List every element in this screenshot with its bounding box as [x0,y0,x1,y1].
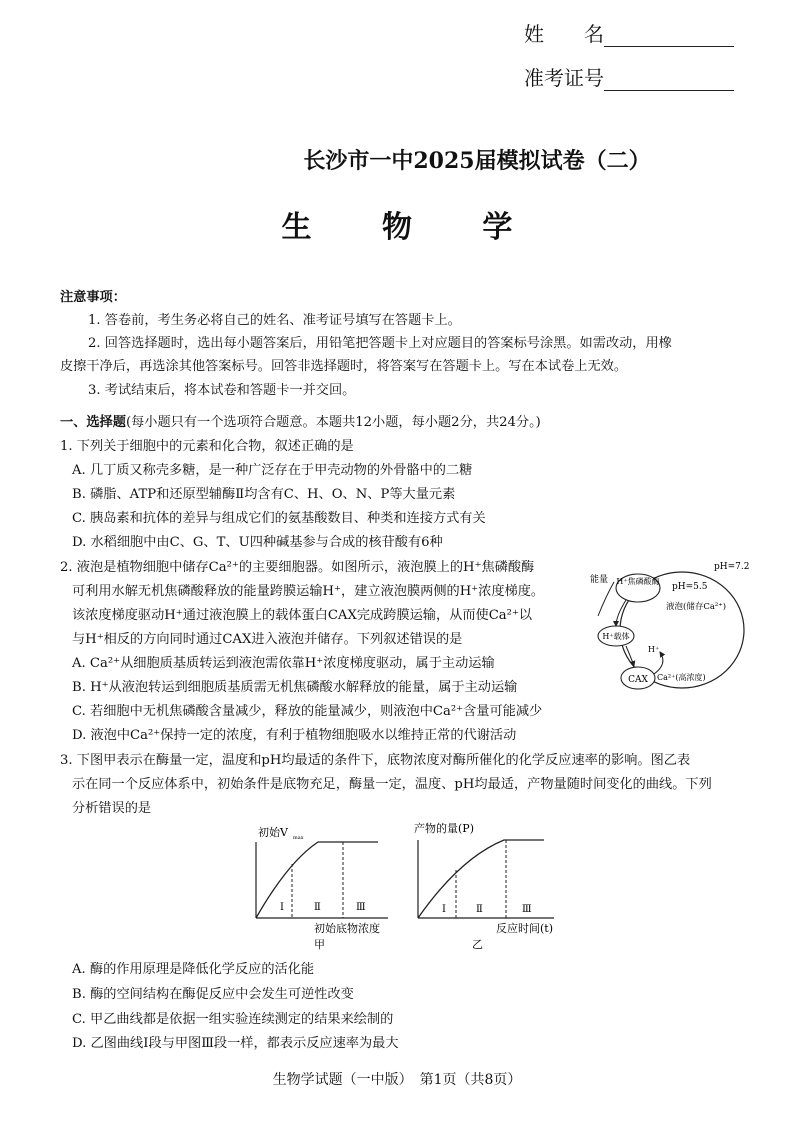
graph-a-ylabel: 初始V [258,826,288,839]
exam-id-line [604,66,734,91]
graph-a [238,822,408,954]
energy-label: 能量 [590,575,609,585]
graph-b-ylabel: 产物的量(P) [414,822,474,835]
q3-option-b: B. 酶的空间结构在酶促反应中会发生可逆性改变 [72,987,354,1002]
graph-b-region-2: Ⅱ [476,904,483,915]
graph-a-region-2: Ⅱ [314,902,321,913]
name-field [524,18,734,47]
exam-title: 长沙市一中2025届模拟试卷（二） [303,148,651,174]
graph-a-region-3: Ⅲ [356,902,366,913]
q3-option-d: D. 乙图曲线Ⅰ段与甲图Ⅲ段一样，都表示反应速率为最大 [72,1036,399,1051]
q1-option-a: A. 几丁质又称壳多糖，是一种广泛存在于甲壳动物的外骨骼中的二糖 [72,463,473,478]
ca-high-label: Ca²⁺(高浓度) [657,673,706,682]
graph-a-xlabel: 初始底物浓度 [314,922,380,935]
page-footer: 生物学试题（一中版） 第1页（共8页） [272,1072,522,1088]
graph-a-caption: 甲 [314,938,325,951]
q3-stem-line-2: 示在同一个反应体系中，初始条件是底物充足，酶量一定，温度、pH均最适，产物量随时间变化的曲线。下列 [72,777,712,792]
q1-option-d: D. 水稻细胞中由C、G、T、U四种碱基参与合成的核苷酸有6种 [72,535,443,550]
q3-stem-line-3: 分析错误的是 [72,801,152,816]
q2-stem-line-1: 2. 液泡是植物细胞中储存Ca²⁺的主要细胞器。如图所示，液泡膜上的H⁺焦磷酸酶 [60,560,535,575]
notice-item-1: 1. 答卷前，考生务必将自己的姓名、准考证号填写在答题卡上。 [88,313,461,328]
cax-label: CAX [628,675,648,685]
section-heading [60,413,541,433]
notice-item-2: 2. 回答选择题时，选出每小题答案后，用铅笔把答题卡上对应题目的答案标号涂黑。如需改动，用橡 [88,336,672,351]
h-ion-label: H⁺ [648,645,660,654]
q2-stem-line-4: 与H⁺相反的方向同时通过CAX进入液泡并储存。下列叙述错误的是 [72,632,463,647]
graph-a-region-1: Ⅰ [280,902,284,913]
graph-a-ysub: max [293,835,304,841]
graph-b-region-3: Ⅲ [522,904,532,915]
q2-stem-line-3: 该浓度梯度驱动H⁺通过液泡膜上的载体蛋白CAX完成跨膜运输，从而使Ca²⁺以 [72,608,533,623]
graph-b-region-1: Ⅰ [442,904,446,915]
q1-option-c: C. 胰岛素和抗体的差异与组成它们的氨基酸数目、种类和连接方式有关 [72,511,486,526]
h-carrier-label: H⁺载体 [602,632,630,641]
q2-option-d: D. 液泡中Ca²⁺保持一定的浓度，有利于植物细胞吸水以维持正常的代谢活动 [72,728,517,743]
q2-option-a: A. Ca²⁺从细胞质基质转运到液泡需依靠H⁺浓度梯度驱动，属于主动运输 [72,656,495,671]
q2-stem-line-2: 可利用水解无机焦磷酸释放的能量跨膜运输H⁺，建立液泡膜两侧的H⁺浓度梯度。 [72,584,545,599]
q1-option-b: B. 磷脂、ATP和还原型辅酶Ⅱ均含有C、H、O、N、P等大量元素 [72,487,456,502]
exam-id-label: 准考证号 [524,66,604,90]
vacuole-diagram [586,556,758,708]
section-desc: (每小题只有一个选项符合题意。本题共12小题，每小题2分，共24分。) [125,415,541,430]
notice-heading: 注意事项： [60,290,126,305]
q3-option-a: A. 酶的作用原理是降低化学反应的活化能 [72,962,315,977]
name-label: 姓 名 [524,22,604,46]
ph-outside-label: pH=7.2 [714,562,750,572]
ph-inside-label: pH=5.5 [672,582,708,592]
ca-arrow [654,652,663,674]
section-title: 一、选择题 [60,415,126,430]
graph-b [404,818,574,954]
enzyme-label: H⁺焦磷酸酶 [616,577,660,586]
graph-b-xlabel: 反应时间(t) [496,922,554,935]
vacuole-label: 液泡(储存Ca²⁺) [666,602,727,612]
notice-item-3: 3. 考试结束后，将本试卷和答题卡一并交回。 [88,383,356,398]
q1-stem: 1. 下列关于细胞中的元素和化合物，叙述正确的是 [60,439,354,454]
name-line [604,22,734,47]
q3-stem-line-1: 3. 下图甲表示在酶量一定，温度和pH均最适的条件下，底物浓度对酶所催化的化学反应速率的影响。图乙表 [60,753,691,768]
q2-option-b: B. H⁺从液泡转运到细胞质基质需无机焦磷酸水解释放的能量，属于主动运输 [72,680,518,695]
notice-item-2-cont: 皮擦干净后，再选涂其他答案标号。回答非选择题时，将答案写在答题卡上。写在本试卷上无效。 [60,359,628,374]
energy-arrow [598,582,614,616]
exam-id-field [524,62,734,91]
h-arrow-cax [626,646,634,666]
subject-title: 生 物 学 [281,210,543,245]
q3-option-c: C. 甲乙曲线都是依据一组实验连续测定的结果来绘制的 [72,1012,394,1027]
q2-option-c: C. 若细胞中无机焦磷酸含量减少，释放的能量减少，则液泡中Ca²⁺含量可能减少 [72,704,543,719]
graph-b-caption: 乙 [472,938,483,951]
